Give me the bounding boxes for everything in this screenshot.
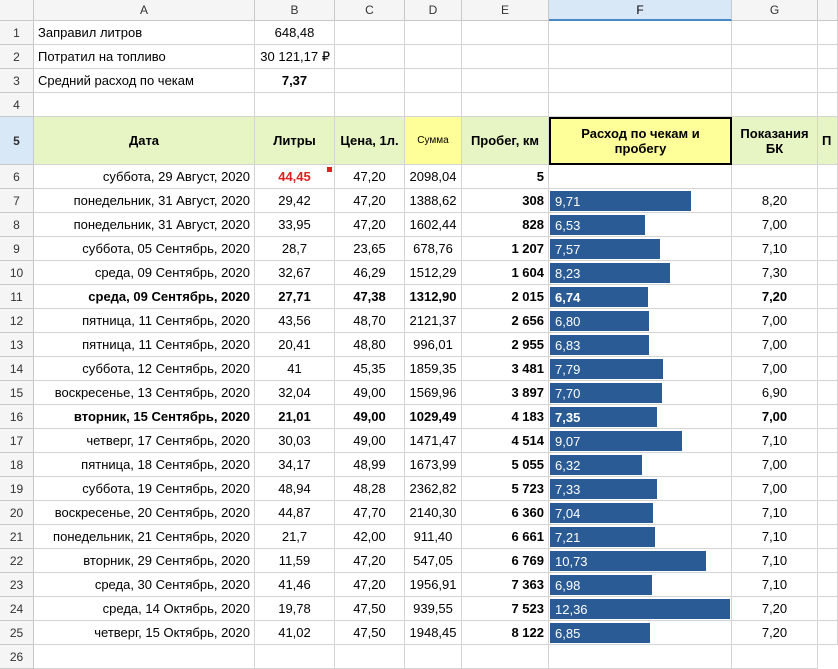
empty-cell[interactable]	[549, 21, 732, 45]
header-liters[interactable]: Литры	[255, 117, 335, 165]
liters-cell[interactable]: 44,87	[255, 501, 335, 525]
consumption-cell[interactable]	[549, 525, 732, 549]
bk-cell[interactable]: 7,10	[732, 573, 818, 597]
consumption-cell[interactable]	[549, 453, 732, 477]
column-header-a[interactable]: A	[34, 0, 255, 21]
price-cell[interactable]: 42,00	[335, 525, 405, 549]
date-cell[interactable]: понедельник, 21 Сентябрь, 2020	[34, 525, 255, 549]
liters-cell[interactable]: 29,42	[255, 189, 335, 213]
consumption-value: 6,53	[555, 217, 581, 233]
empty-cell[interactable]	[818, 525, 838, 549]
mileage-cell[interactable]: 4 514	[462, 429, 549, 453]
price-cell[interactable]: 47,70	[335, 501, 405, 525]
liters-cell[interactable]: 43,56	[255, 309, 335, 333]
consumption-value: 6,85	[555, 625, 581, 641]
sum-cell[interactable]: 939,55	[405, 597, 462, 621]
price-cell[interactable]: 47,20	[335, 189, 405, 213]
empty-cell[interactable]	[335, 69, 405, 93]
date-cell[interactable]: вторник, 15 Сентябрь, 2020	[34, 405, 255, 429]
bk-cell[interactable]: 7,10	[732, 429, 818, 453]
consumption-cell[interactable]	[549, 573, 732, 597]
bk-cell[interactable]: 7,00	[732, 309, 818, 333]
bk-cell[interactable]: 7,20	[732, 285, 818, 309]
row-header[interactable]: 1	[0, 21, 34, 45]
price-cell[interactable]: 48,99	[335, 453, 405, 477]
consumption-cell[interactable]	[549, 333, 732, 357]
date-cell[interactable]: суббота, 12 Сентябрь, 2020	[34, 357, 255, 381]
mileage-cell[interactable]: 4 183	[462, 405, 549, 429]
empty-cell[interactable]	[255, 645, 335, 669]
date-cell[interactable]: четверг, 15 Октябрь, 2020	[34, 621, 255, 645]
empty-cell[interactable]	[732, 69, 818, 93]
empty-cell[interactable]	[335, 93, 405, 117]
sum-cell[interactable]: 1673,99	[405, 453, 462, 477]
price-cell[interactable]: 49,00	[335, 429, 405, 453]
row-header[interactable]: 24	[0, 597, 34, 621]
consumption-value: 10,73	[555, 553, 588, 569]
empty-cell[interactable]	[335, 645, 405, 669]
sum-cell[interactable]: 1948,45	[405, 621, 462, 645]
sum-cell[interactable]: 1029,49	[405, 405, 462, 429]
empty-cell[interactable]	[34, 645, 255, 669]
bk-cell[interactable]: 7,20	[732, 621, 818, 645]
consumption-cell[interactable]	[549, 285, 732, 309]
empty-cell[interactable]	[818, 597, 838, 621]
mileage-cell[interactable]: 3 897	[462, 381, 549, 405]
price-cell[interactable]: 48,70	[335, 309, 405, 333]
row-header[interactable]: 13	[0, 333, 34, 357]
bk-cell[interactable]	[732, 165, 818, 189]
column-header-b[interactable]: B	[255, 0, 335, 21]
liters-cell[interactable]: 19,78	[255, 597, 335, 621]
summary-label[interactable]: Заправил литров	[34, 21, 255, 45]
price-cell[interactable]: 47,20	[335, 213, 405, 237]
row-header[interactable]: 7	[0, 189, 34, 213]
consumption-cell[interactable]	[549, 357, 732, 381]
header-price[interactable]: Цена, 1л.	[335, 117, 405, 165]
header-bk[interactable]: Показания БК	[732, 117, 818, 165]
price-cell[interactable]: 47,38	[335, 285, 405, 309]
price-cell[interactable]: 49,00	[335, 381, 405, 405]
empty-cell[interactable]	[818, 549, 838, 573]
mileage-cell[interactable]: 7 523	[462, 597, 549, 621]
bk-cell[interactable]: 7,00	[732, 405, 818, 429]
empty-cell[interactable]	[732, 21, 818, 45]
row-header[interactable]: 10	[0, 261, 34, 285]
column-header-c[interactable]: C	[335, 0, 405, 21]
bk-cell[interactable]: 7,00	[732, 453, 818, 477]
mileage-cell[interactable]: 6 360	[462, 501, 549, 525]
consumption-value: 12,36	[555, 601, 588, 617]
price-cell[interactable]: 23,65	[335, 237, 405, 261]
date-cell[interactable]: понедельник, 31 Август, 2020	[34, 189, 255, 213]
row-header[interactable]: 25	[0, 621, 34, 645]
mileage-cell[interactable]: 2 656	[462, 309, 549, 333]
consumption-value: 7,79	[555, 361, 581, 377]
mileage-cell[interactable]: 2 955	[462, 333, 549, 357]
consumption-value: 9,07	[555, 433, 581, 449]
bk-cell[interactable]: 7,10	[732, 549, 818, 573]
bk-cell[interactable]: 7,00	[732, 213, 818, 237]
bk-cell[interactable]: 7,10	[732, 237, 818, 261]
empty-cell[interactable]	[549, 93, 732, 117]
date-cell[interactable]: воскресенье, 13 Сентябрь, 2020	[34, 381, 255, 405]
row-header[interactable]: 12	[0, 309, 34, 333]
date-cell[interactable]: суббота, 29 Август, 2020	[34, 165, 255, 189]
row-header[interactable]: 20	[0, 501, 34, 525]
empty-cell[interactable]	[818, 285, 838, 309]
empty-cell[interactable]	[462, 93, 549, 117]
liters-cell[interactable]: 33,95	[255, 213, 335, 237]
row-header[interactable]: 18	[0, 453, 34, 477]
liters-cell[interactable]: 34,17	[255, 453, 335, 477]
empty-cell[interactable]	[732, 645, 818, 669]
consumption-cell[interactable]	[549, 213, 732, 237]
mileage-cell[interactable]: 5	[462, 165, 549, 189]
sum-cell[interactable]: 2121,37	[405, 309, 462, 333]
price-cell[interactable]: 45,35	[335, 357, 405, 381]
date-cell[interactable]: среда, 14 Октябрь, 2020	[34, 597, 255, 621]
sum-cell[interactable]: 547,05	[405, 549, 462, 573]
price-cell[interactable]: 49,00	[335, 405, 405, 429]
empty-cell[interactable]	[405, 21, 462, 45]
sum-cell[interactable]: 1569,96	[405, 381, 462, 405]
bk-cell[interactable]: 7,10	[732, 525, 818, 549]
empty-cell[interactable]	[818, 381, 838, 405]
empty-cell[interactable]	[818, 501, 838, 525]
column-header-f[interactable]: F	[549, 0, 732, 21]
row-header[interactable]: 9	[0, 237, 34, 261]
empty-cell[interactable]	[818, 165, 838, 189]
empty-cell[interactable]	[818, 213, 838, 237]
consumption-cell[interactable]	[549, 189, 732, 213]
empty-cell[interactable]	[818, 573, 838, 597]
mileage-cell[interactable]: 3 481	[462, 357, 549, 381]
date-cell[interactable]: среда, 09 Сентябрь, 2020	[34, 285, 255, 309]
empty-cell[interactable]	[818, 189, 838, 213]
consumption-cell[interactable]	[549, 405, 732, 429]
price-cell[interactable]: 47,20	[335, 549, 405, 573]
empty-cell[interactable]	[549, 69, 732, 93]
consumption-value: 6,80	[555, 313, 581, 329]
empty-cell[interactable]	[818, 261, 838, 285]
price-cell[interactable]: 47,20	[335, 573, 405, 597]
sum-cell[interactable]: 1388,62	[405, 189, 462, 213]
date-cell[interactable]: пятница, 11 Сентябрь, 2020	[34, 309, 255, 333]
summary-value[interactable]: 7,37	[255, 69, 335, 93]
consumption-value: 6,74	[555, 289, 581, 305]
consumption-cell[interactable]	[549, 621, 732, 645]
mileage-cell[interactable]: 5 723	[462, 477, 549, 501]
row-header[interactable]: 6	[0, 165, 34, 189]
mileage-cell[interactable]: 828	[462, 213, 549, 237]
header-sum[interactable]: Сумма	[405, 117, 462, 165]
summary-label[interactable]	[34, 93, 255, 117]
date-cell[interactable]: пятница, 11 Сентябрь, 2020	[34, 333, 255, 357]
row-header[interactable]: 4	[0, 93, 34, 117]
consumption-value: 7,21	[555, 529, 581, 545]
mileage-cell[interactable]: 5 055	[462, 453, 549, 477]
liters-cell[interactable]: 28,7	[255, 237, 335, 261]
consumption-cell[interactable]	[549, 237, 732, 261]
sum-cell[interactable]: 678,76	[405, 237, 462, 261]
column-header-h[interactable]	[818, 0, 838, 21]
summary-value[interactable]	[255, 93, 335, 117]
date-cell[interactable]: понедельник, 31 Август, 2020	[34, 213, 255, 237]
date-cell[interactable]: четверг, 17 Сентябрь, 2020	[34, 429, 255, 453]
sum-cell[interactable]: 911,40	[405, 525, 462, 549]
consumption-value: 7,57	[555, 241, 581, 257]
sum-cell[interactable]: 1471,47	[405, 429, 462, 453]
consumption-cell[interactable]	[549, 501, 732, 525]
row-header[interactable]: 19	[0, 477, 34, 501]
empty-cell[interactable]	[818, 429, 838, 453]
empty-cell[interactable]	[462, 645, 549, 669]
liters-cell[interactable]: 41	[255, 357, 335, 381]
liters-cell[interactable]: 41,46	[255, 573, 335, 597]
liters-cell[interactable]: 21,01	[255, 405, 335, 429]
consumption-cell[interactable]	[549, 597, 732, 621]
consumption-cell[interactable]	[549, 261, 732, 285]
column-header-g[interactable]: G	[732, 0, 818, 21]
row-header[interactable]: 2	[0, 45, 34, 69]
empty-cell[interactable]	[549, 645, 732, 669]
row-header[interactable]: 3	[0, 69, 34, 93]
liters-cell[interactable]: 30,03	[255, 429, 335, 453]
price-cell[interactable]: 47,50	[335, 621, 405, 645]
empty-cell[interactable]	[818, 453, 838, 477]
date-cell[interactable]: пятница, 18 Сентябрь, 2020	[34, 453, 255, 477]
liters-cell[interactable]: 32,67	[255, 261, 335, 285]
price-cell[interactable]: 48,28	[335, 477, 405, 501]
liters-cell[interactable]: 27,71	[255, 285, 335, 309]
empty-cell[interactable]	[732, 93, 818, 117]
consumption-value: 8,23	[555, 265, 581, 281]
sum-cell[interactable]: 1956,91	[405, 573, 462, 597]
empty-cell[interactable]	[818, 93, 838, 117]
consumption-cell[interactable]	[549, 549, 732, 573]
sum-cell[interactable]: 1512,29	[405, 261, 462, 285]
sum-cell[interactable]: 2098,04	[405, 165, 462, 189]
empty-cell[interactable]	[405, 45, 462, 69]
empty-cell[interactable]	[818, 237, 838, 261]
bk-cell[interactable]: 7,00	[732, 357, 818, 381]
date-cell[interactable]: вторник, 29 Сентябрь, 2020	[34, 549, 255, 573]
date-cell[interactable]: воскресенье, 20 Сентябрь, 2020	[34, 501, 255, 525]
empty-cell[interactable]	[335, 45, 405, 69]
row-header[interactable]: 5	[0, 117, 34, 165]
mileage-cell[interactable]: 8 122	[462, 621, 549, 645]
summary-label[interactable]: Средний расход по чекам	[34, 69, 255, 93]
price-cell[interactable]: 46,29	[335, 261, 405, 285]
sum-cell[interactable]: 1312,90	[405, 285, 462, 309]
empty-cell[interactable]	[462, 69, 549, 93]
empty-cell[interactable]	[549, 45, 732, 69]
empty-cell[interactable]	[818, 405, 838, 429]
mileage-cell[interactable]: 2 015	[462, 285, 549, 309]
liters-cell[interactable]: 41,02	[255, 621, 335, 645]
consumption-value: 6,32	[555, 457, 581, 473]
summary-label[interactable]: Потратил на топливо	[34, 45, 255, 69]
sum-cell[interactable]: 1602,44	[405, 213, 462, 237]
row-header[interactable]: 23	[0, 573, 34, 597]
liters-cell[interactable]: 20,41	[255, 333, 335, 357]
mileage-cell[interactable]: 6 769	[462, 549, 549, 573]
consumption-cell[interactable]	[549, 429, 732, 453]
empty-cell[interactable]	[818, 45, 838, 69]
price-cell[interactable]: 47,50	[335, 597, 405, 621]
column-header-e[interactable]: E	[462, 0, 549, 21]
mileage-cell[interactable]: 1 207	[462, 237, 549, 261]
bk-cell[interactable]: 7,30	[732, 261, 818, 285]
row-header[interactable]: 21	[0, 525, 34, 549]
sum-cell[interactable]: 996,01	[405, 333, 462, 357]
bk-cell[interactable]: 8,20	[732, 189, 818, 213]
consumption-cell[interactable]	[549, 165, 732, 189]
price-cell[interactable]: 47,20	[335, 165, 405, 189]
sum-cell[interactable]: 2140,30	[405, 501, 462, 525]
comment-indicator-icon[interactable]	[327, 167, 332, 172]
consumption-value: 6,83	[555, 337, 581, 353]
sum-cell[interactable]: 1859,35	[405, 357, 462, 381]
consumption-value: 9,71	[555, 193, 581, 209]
date-cell[interactable]: среда, 30 Сентябрь, 2020	[34, 573, 255, 597]
date-cell[interactable]: суббота, 05 Сентябрь, 2020	[34, 237, 255, 261]
empty-cell[interactable]	[405, 645, 462, 669]
consumption-cell[interactable]	[549, 477, 732, 501]
empty-cell[interactable]	[818, 621, 838, 645]
empty-cell[interactable]	[462, 45, 549, 69]
row-header[interactable]: 15	[0, 381, 34, 405]
bk-cell[interactable]: 6,90	[732, 381, 818, 405]
sum-cell[interactable]: 2362,82	[405, 477, 462, 501]
empty-cell[interactable]	[818, 477, 838, 501]
empty-cell[interactable]	[335, 21, 405, 45]
row-header[interactable]: 17	[0, 429, 34, 453]
liters-cell[interactable]: 21,7	[255, 525, 335, 549]
consumption-value: 6,98	[555, 577, 581, 593]
mileage-cell[interactable]: 308	[462, 189, 549, 213]
corner-select-all[interactable]	[0, 0, 34, 21]
row-header[interactable]: 11	[0, 285, 34, 309]
consumption-cell[interactable]	[549, 309, 732, 333]
header-consumption[interactable]: Расход по чекам и пробегу	[549, 117, 732, 165]
liters-cell[interactable]: 11,59	[255, 549, 335, 573]
empty-cell[interactable]	[462, 21, 549, 45]
consumption-value: 7,70	[555, 385, 581, 401]
row-header[interactable]: 8	[0, 213, 34, 237]
row-header[interactable]: 22	[0, 549, 34, 573]
summary-value[interactable]: 30 121,17 ₽	[255, 45, 335, 69]
row-header[interactable]: 26	[0, 645, 34, 669]
empty-cell[interactable]	[818, 69, 838, 93]
empty-cell[interactable]	[732, 45, 818, 69]
header-extra[interactable]: П	[818, 117, 838, 165]
row-header[interactable]: 16	[0, 405, 34, 429]
summary-value[interactable]: 648,48	[255, 21, 335, 45]
consumption-value: 7,35	[555, 409, 581, 425]
bk-cell[interactable]: 7,00	[732, 333, 818, 357]
empty-cell[interactable]	[405, 93, 462, 117]
consumption-value: 7,33	[555, 481, 581, 497]
mileage-cell[interactable]: 6 661	[462, 525, 549, 549]
liters-cell[interactable]: 44,45	[255, 165, 335, 189]
empty-cell[interactable]	[818, 21, 838, 45]
mileage-cell[interactable]: 1 604	[462, 261, 549, 285]
liters-cell[interactable]: 48,94	[255, 477, 335, 501]
consumption-value: 7,04	[555, 505, 581, 521]
header-mileage[interactable]: Пробег, км	[462, 117, 549, 165]
column-header-d[interactable]: D	[405, 0, 462, 21]
bk-cell[interactable]: 7,00	[732, 477, 818, 501]
row-header[interactable]: 14	[0, 357, 34, 381]
liters-cell[interactable]: 32,04	[255, 381, 335, 405]
mileage-cell[interactable]: 7 363	[462, 573, 549, 597]
date-cell[interactable]: суббота, 19 Сентябрь, 2020	[34, 477, 255, 501]
header-date[interactable]: Дата	[34, 117, 255, 165]
bk-cell[interactable]: 7,20	[732, 597, 818, 621]
empty-cell[interactable]	[818, 309, 838, 333]
consumption-cell[interactable]	[549, 381, 732, 405]
empty-cell[interactable]	[818, 357, 838, 381]
date-cell[interactable]: среда, 09 Сентябрь, 2020	[34, 261, 255, 285]
empty-cell[interactable]	[818, 333, 838, 357]
price-cell[interactable]: 48,80	[335, 333, 405, 357]
empty-cell[interactable]	[405, 69, 462, 93]
bk-cell[interactable]: 7,10	[732, 501, 818, 525]
